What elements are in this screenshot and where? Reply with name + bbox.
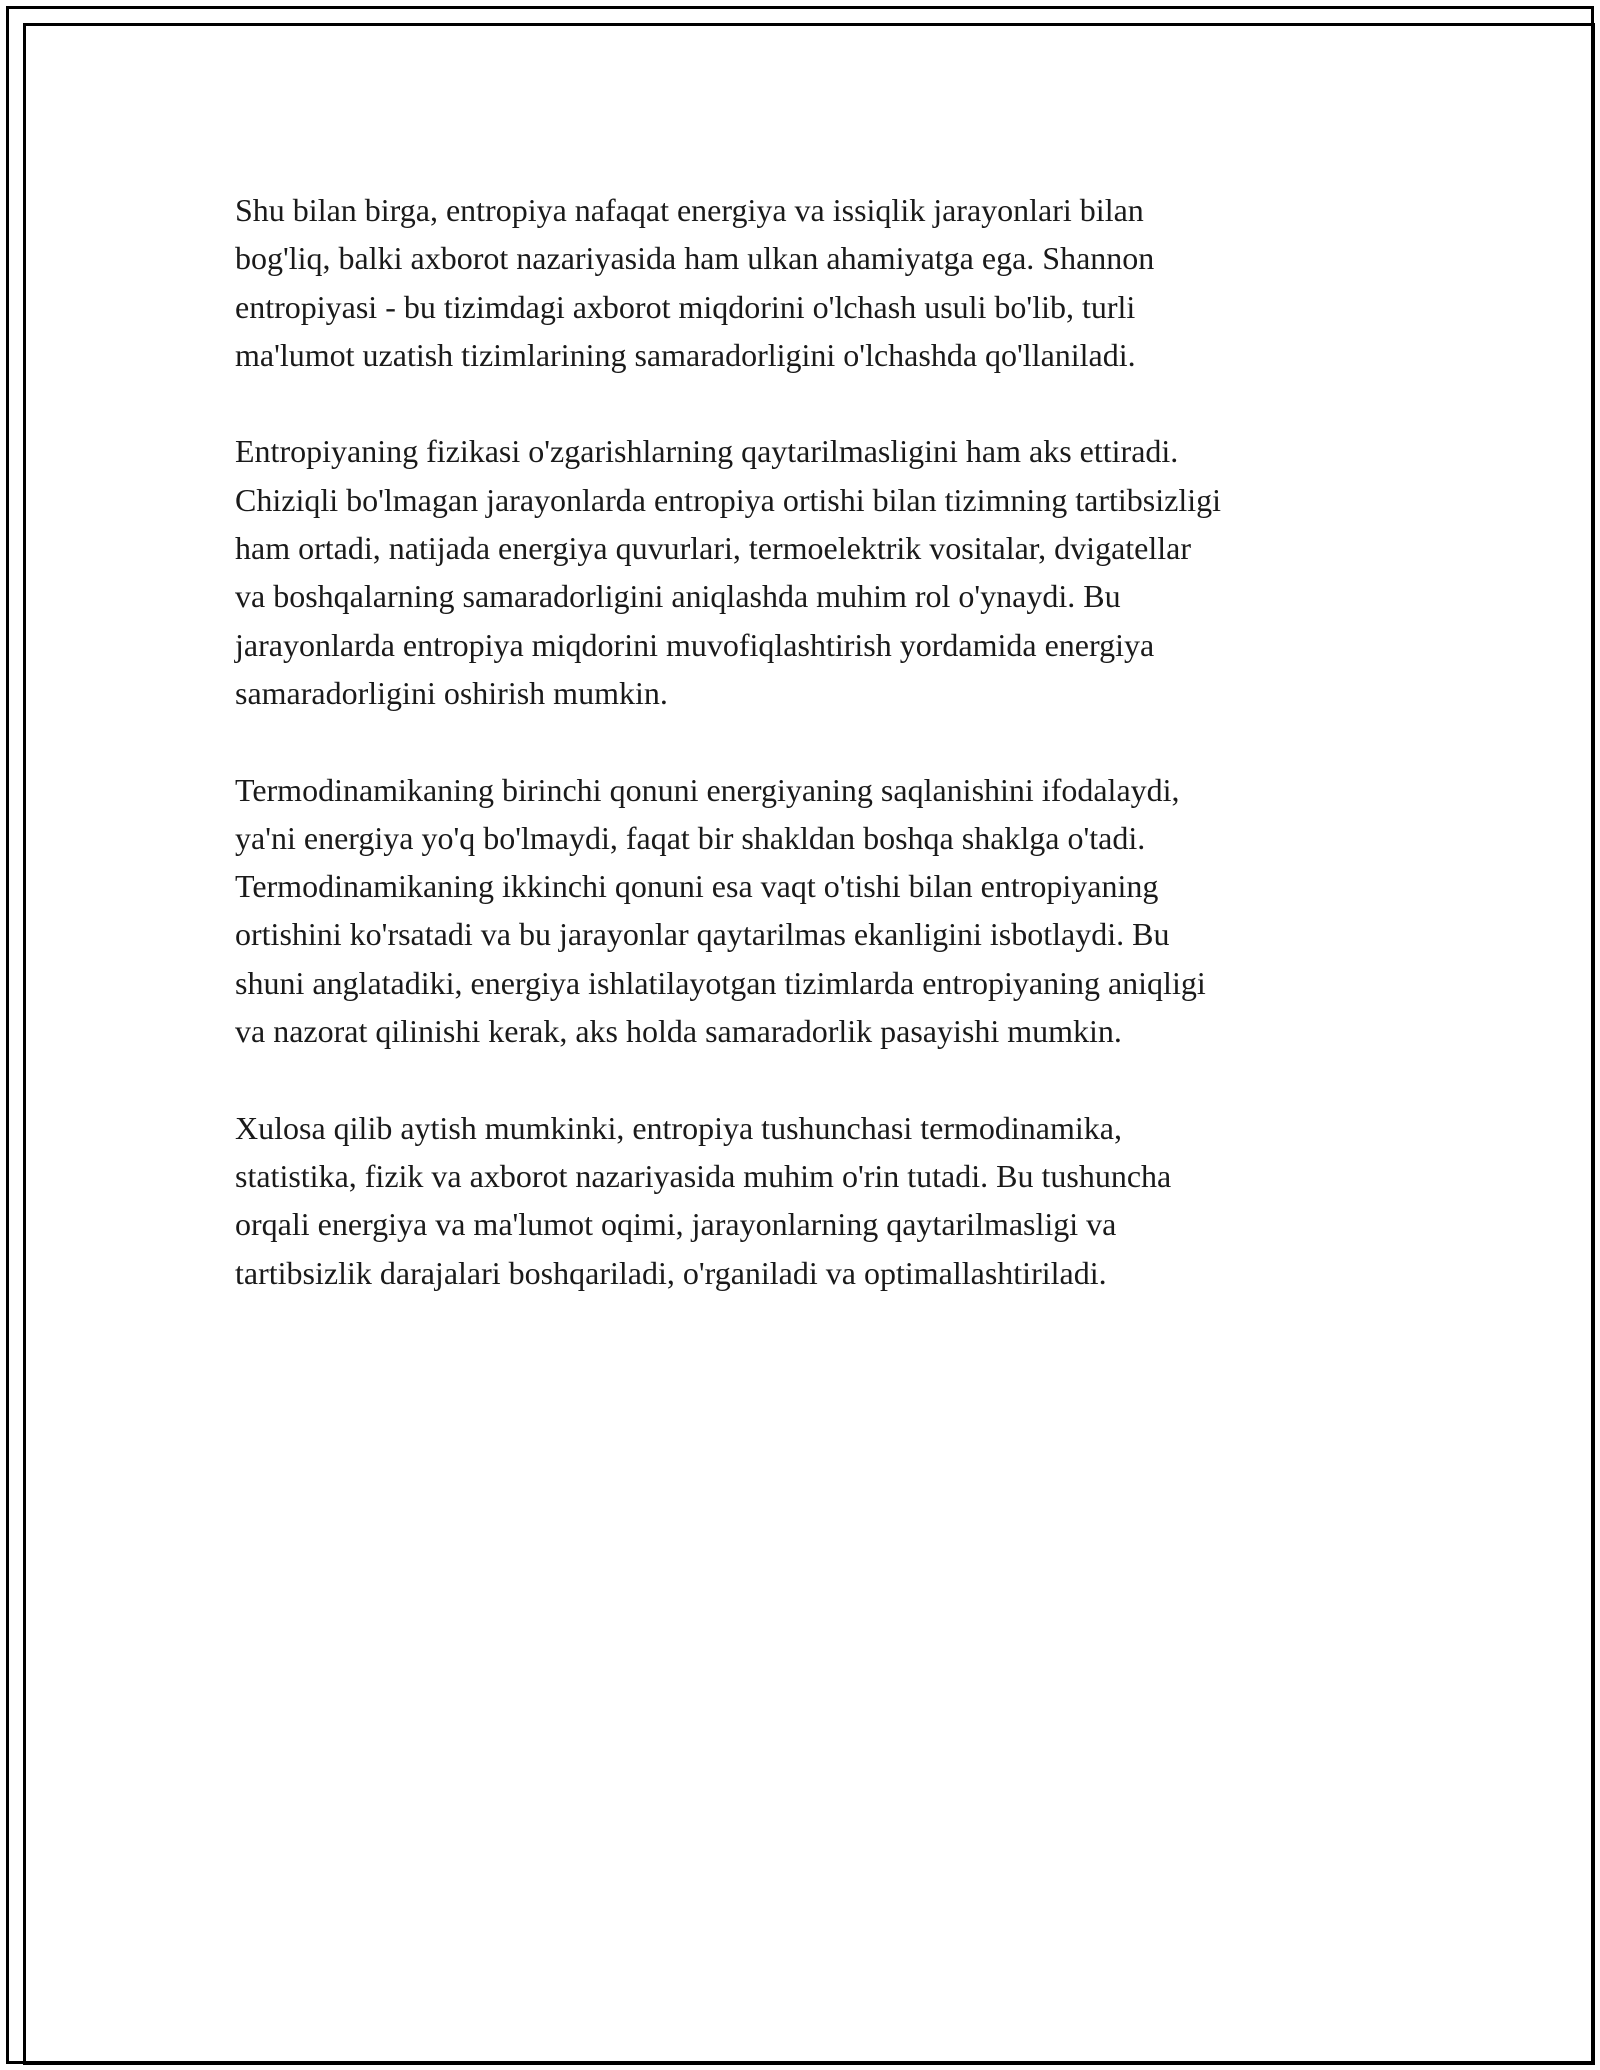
paragraph-shannon-entropy: Shu bilan birga, entropiya nafaqat energiya va issiqlik jarayonlari bilan bog'liq, balki axborot nazariyasida ham ulkan ahamiyatga ega. Shannon entropiyasi - bu tizimdagi axborot miqdorini o'lchash usuli bo'lib, turli ma'lumot uzatish tizimlarining samaradorligini o'lchashda qo'llaniladi. (235, 192, 1155, 373)
paragraph-conclusion: Xulosa qilib aytish mumkinki, entropiya tushunchasi termodinamika, statistika, fizik va axborot nazariyasida muhim o'rin tutadi. Bu tushuncha orqali energiya va ma'lumot oqimi, jarayonlarning qaytarilmasligi va tartibsizlik darajalari boshqariladi, o'rganiladi va optimallashtiriladi. (235, 1109, 1172, 1291)
document-body (235, 186, 1375, 1345)
paragraph-entropy-physics: Entropiyaning fizikasi o'zgarishlarning qaytarilmasligini ham aks ettiradi. Chiziqli bo'lmagan jarayonlarda entropiya ortishi bilan tizimning tartibsizligi ham ortadi, natijada energiya quvurlari, termoelektrik vositalar, dvigatellar va boshqalarning samaradorligini aniqlashda muhim rol o'ynaydi. Bu jarayonlarda entropiya miqdorini muvofiqlashtirish yordamida energiya samaradorligini oshirish mumkin. (235, 433, 1221, 711)
paragraph-thermodynamics-laws: Termodinamikaning birinchi qonuni energiyaning saqlanishini ifodalaydi, ya'ni energiya yo'q bo'lmaydi, faqat bir shakldan boshqa shaklga o'tadi. Termodinamikaning ikkinchi qonuni esa vaqt o'tishi bilan entropiyaning ortishini ko'rsatadi va bu jarayonlar qaytarilmas ekanligini isbotlaydi. Bu shuni anglatadiki, energiya ishlatilayotgan tizimlarda entropiyaning aniqligi va nazorat qilinishi kerak, aks holda samaradorlik pasayishi mumkin. (235, 771, 1206, 1050)
